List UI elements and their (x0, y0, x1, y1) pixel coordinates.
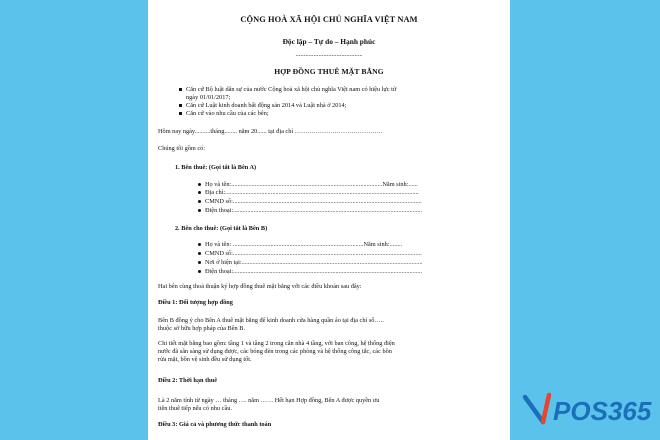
article-1-para-2-line-3: rửa mặt, bồn vệ sinh đều sử dụng tốt. (158, 356, 252, 363)
legal-basis-2: Căn cứ Luật kinh doanh bất động sản 2014 và Luật nhà ở 2014; (186, 102, 347, 109)
article-1-para-1-line-1: Bên B đồng ý cho Bên A thuê mặt bằng để kinh doanh cửa hàng quần áo tại địa chỉ số….. (158, 317, 384, 324)
article-1-heading: Điều 1: Đối tượng hợp đồng (158, 299, 233, 306)
article-2-para-line-2: tiên thuê tiếp nếu có nhu cầu. (158, 405, 232, 412)
date-line: Hôm nay ngày..........tháng........ năm 20...... tại địa chỉ …………………………………… (158, 128, 383, 135)
contract-title: HỢP ĐỒNG THUÊ MẶT BẰNG (274, 67, 384, 76)
article-1-para-2-line-1: Chi tiết mặt bằng bao gồm: tầng 1 và tầng 2 trong căn nhà 4 tầng, với ban công, hệ thống điện (158, 340, 395, 347)
logo-check-mark-left (525, 397, 543, 422)
party-a-id-field: CMND số:........................................................................................................................ (205, 198, 422, 205)
party-b-name-field: Họ và tên: ...................................................................................Năm sinh:........ (205, 241, 403, 248)
party-a-address-field: Địa chỉ:........................................................................................................................... (205, 189, 419, 196)
party-a-name-field: Họ và tên:................................................................................................Năm sinh:...... (205, 181, 418, 188)
document-page (148, 0, 510, 440)
article-2-heading: Điều 2: Thời hạn thuê (158, 377, 218, 384)
party-b-heading: 2. Bên cho thuê: (Gọi tắt là Bên B) (175, 225, 268, 232)
legal-basis-1: Căn cứ Bộ luật dân sự của nước Cộng hoà xã hội chủ nghĩa Việt nam có hiệu lực từ (186, 86, 397, 93)
party-a-heading: 1. Bên thuê: (Gọi tắt là Bên A) (175, 164, 257, 171)
legal-basis-3: Căn cứ vào nhu cầu của các bên; (186, 110, 269, 117)
logo-text: POS365 (553, 396, 652, 426)
divider: -------------------------- (295, 52, 363, 59)
legal-basis-1-cont: ngày 01/01/2017; (186, 94, 231, 101)
party-b-phone-field: Điện thoại:........................................................................................................................ (205, 268, 423, 275)
article-1-para-2-line-2: nước đã sẵn sàng sử dụng được, các bóng đèn trong các phòng và hệ thống công tắc, các bồn (158, 348, 392, 355)
article-3-heading: Điều 3: Giá cả và phương thức thanh toán (158, 421, 272, 428)
national-title: CỘNG HOÀ XÃ HỘI CHỦ NGHĨA VIỆT NAM (240, 15, 418, 24)
article-1-para-1-line-2: thuộc sở hữu hợp pháp của Bên B. (158, 325, 246, 332)
contract-content (148, 0, 510, 440)
article-2-para-line-1: Là 2 năm tính từ ngày … tháng …. năm …… Hết hạn Hợp đồng, Bên A được quyền ưu (158, 397, 380, 404)
party-b-id-field: CMND số:........................................................................................................................ (205, 250, 422, 257)
pos365-logo (519, 387, 655, 431)
agreement-intro: Hai bên cùng thoả thuận ký hợp đồng thuê mặt bằng với các điều khoản sau đây: (158, 283, 362, 290)
motto: Độc lập – Tự do – Hạnh phúc (282, 37, 376, 46)
logo-check-mark-right (543, 395, 549, 422)
parties-intro: Chúng tôi gồm có: (158, 145, 206, 152)
party-a-phone-field: Điện thoại:........................................................................................................................ (205, 207, 423, 214)
party-b-residence-field: Nơi ở hiện tại:................................................................................................................... (205, 259, 423, 266)
